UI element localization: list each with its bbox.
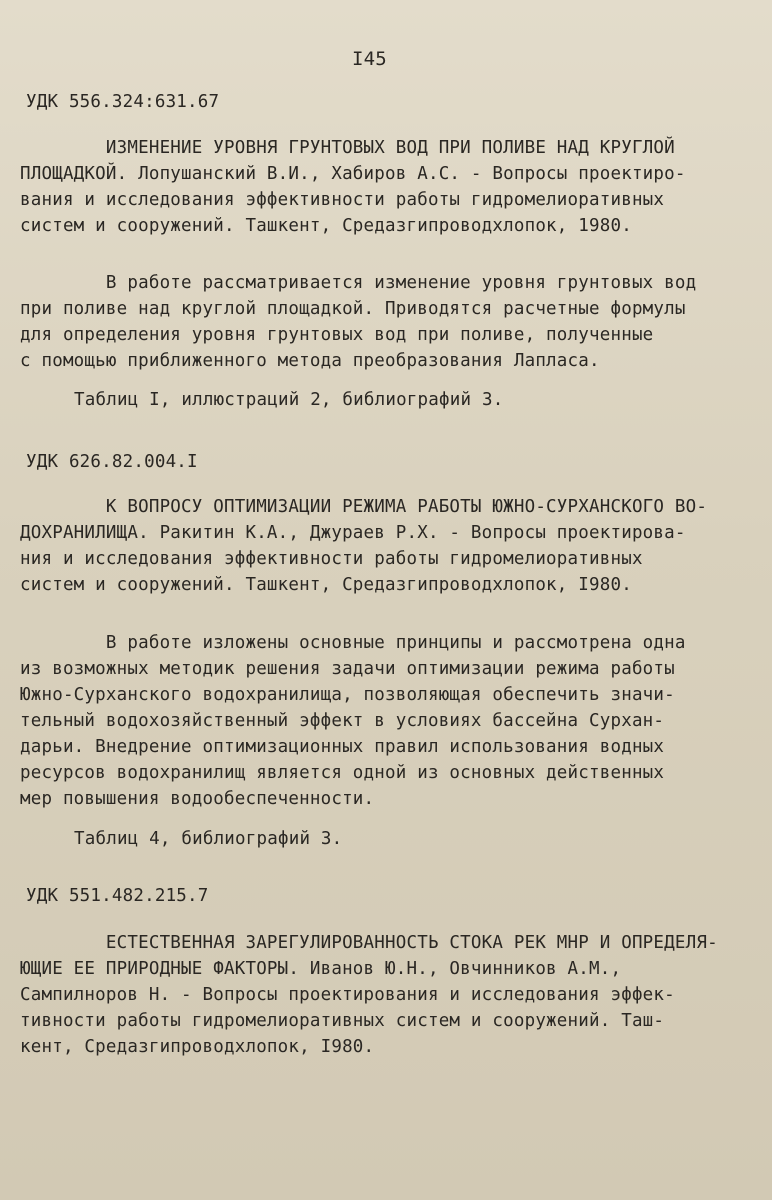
abstract-line: мер повышения водообеспеченности. <box>20 789 375 809</box>
citation-line: систем и сооружений. Ташкент, Средазгипроводхлопок, 1980. <box>20 216 632 236</box>
citation-line: К ВОПРОСУ ОПТИМИЗАЦИИ РЕЖИМА РАБОТЫ ЮЖНО-СУРХАНСКОГО ВО- <box>20 497 708 517</box>
abstract-line: В работе рассматривается изменение уровня грунтовых вод <box>20 273 697 293</box>
citation-line: ДОХРАНИЛИЩА. Ракитин К.А., Джураев Р.Х. - Вопросы проектирова- <box>20 523 686 543</box>
abstract-line: из возможных методик решения задачи оптимизации режима работы <box>20 659 675 679</box>
abstract-line: Южно-Сурханского водохранилища, позволяющая обеспечить значи- <box>20 685 675 705</box>
abstract-block <box>20 270 760 374</box>
citation-line: ния и исследования эффективности работы гидромелиоративных <box>20 549 643 569</box>
abstract-block <box>20 630 760 812</box>
citation-line: кент, Средазгипроводхлопок, I980. <box>20 1037 375 1057</box>
citation-line: ЕСТЕСТВЕННАЯ ЗАРЕГУЛИРОВАННОСТЬ СТОКА РЕК МНР И ОПРЕДЕЛЯ- <box>20 933 718 953</box>
abstract-line: ресурсов водохранилищ является одной из основных действенных <box>20 763 665 783</box>
abstract-line: дарьи. Внедрение оптимизационных правил использования водных <box>20 737 665 757</box>
citation-block <box>20 930 760 1060</box>
tables-count: Таблиц I, иллюстраций 2, библиографий 3. <box>74 390 504 410</box>
citation-line: ЮЩИЕ ЕЕ ПРИРОДНЫЕ ФАКТОРЫ. Иванов Ю.Н., Овчинников А.М., <box>20 959 622 979</box>
abstract-line: В работе изложены основные принципы и рассмотрена одна <box>20 633 686 653</box>
tables-count: Таблиц 4, библиографий 3. <box>74 829 343 849</box>
abstract-line: тельный водохозяйственный эффект в условиях бассейна Сурхан- <box>20 711 665 731</box>
citation-line: систем и сооружений. Ташкент, Средазгипроводхлопок, I980. <box>20 575 632 595</box>
citation-block <box>20 135 760 239</box>
abstract-line: с помощью приближенного метода преобразования Лапласа. <box>20 351 600 371</box>
abstract-line: при поливе над круглой площадкой. Приводятся расчетные формулы <box>20 299 686 319</box>
citation-line: ИЗМЕНЕНИЕ УРОВНЯ ГРУНТОВЫХ ВОД ПРИ ПОЛИВЕ НАД КРУГЛОЙ <box>20 138 675 158</box>
citation-line: ПЛОЩАДКОЙ. Лопушанский В.И., Хабиров А.С. - Вопросы проектиро- <box>20 164 686 184</box>
citation-line: вания и исследования эффективности работы гидромелиоративных <box>20 190 665 210</box>
udk-code: УДК 556.324:631.67 <box>26 92 220 112</box>
citation-line: тивности работы гидромелиоративных систем и сооружений. Таш- <box>20 1011 665 1031</box>
citation-line: Сампилноров Н. - Вопросы проектирования и исследования эффек- <box>20 985 675 1005</box>
page-number: I45 <box>352 48 387 70</box>
citation-block <box>20 494 760 598</box>
udk-code: УДК 551.482.215.7 <box>26 886 209 906</box>
udk-code: УДК 626.82.004.I <box>26 452 198 472</box>
abstract-line: для определения уровня грунтовых вод при поливе, полученные <box>20 325 654 345</box>
